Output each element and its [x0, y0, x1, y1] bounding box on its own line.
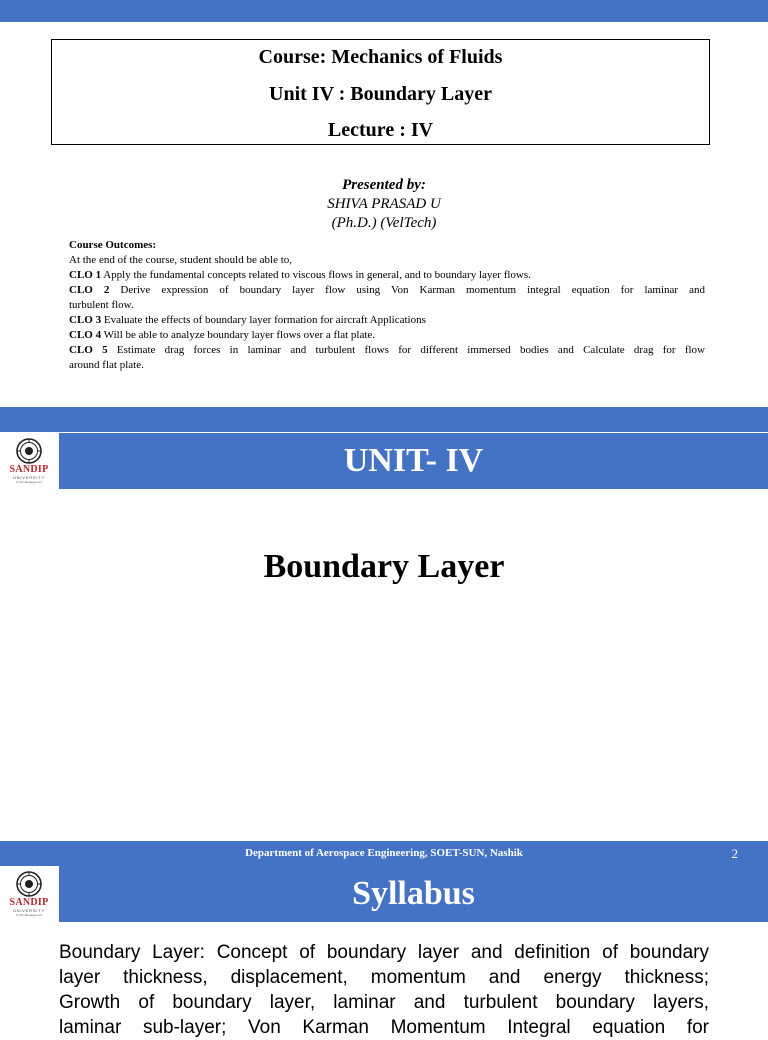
outcome-code: CLO 3	[69, 314, 102, 326]
outcome-code: CLO 5	[69, 344, 108, 356]
outcome-code: CLO 4	[69, 329, 102, 341]
unit-header: UNIT- IV	[59, 433, 768, 489]
outcomes-heading: Course Outcomes:	[69, 239, 157, 251]
emblem-icon	[16, 438, 42, 464]
logo-subtitle: UNIVERSITY	[12, 475, 45, 480]
slide-footer	[0, 841, 768, 866]
unit-title: Unit IV : Boundary Layer	[269, 83, 492, 105]
slide-title: Boundary Layer	[263, 548, 505, 585]
slide1-top-bar	[0, 0, 768, 22]
outcome-item	[69, 268, 705, 283]
emblem-icon	[16, 871, 42, 897]
slide2-top-bar	[0, 407, 768, 432]
outcome-text: Estimate drag forces in laminar and turbulent flows for different immersed bodies and Calculate drag for flow	[107, 344, 706, 356]
syllabus-header: Syllabus	[59, 866, 768, 922]
footer-department: Department of Aerospace Engineering, SOET-SUN, Nashik	[245, 847, 523, 859]
outcome-item	[69, 343, 705, 358]
logo-subtitle: UNIVERSITY	[12, 908, 45, 913]
logo-tagline: & SIC Management	[15, 913, 43, 917]
outcome-text: Apply the fundamental concepts related to viscous flows in general, and to boundary layer flows.	[101, 269, 531, 281]
outcome-continuation: around flat plate.	[69, 359, 144, 371]
outcome-continuation: turbulent flow.	[69, 299, 134, 311]
syllabus-line: Boundary Layer: Concept of boundary layer and definition of boundary	[59, 942, 709, 963]
logo-tagline: & SIC Management	[15, 480, 43, 484]
presenter-credentials: (Ph.D.) (VelTech)	[331, 215, 437, 231]
outcome-code: CLO 1	[69, 269, 102, 281]
outcome-item	[69, 328, 705, 343]
outcome-text: Will be able to analyze boundary layer flows over a flat plate.	[101, 329, 376, 341]
university-logo	[0, 433, 58, 489]
outcome-item	[69, 313, 705, 328]
presenter-name: SHIVA PRASAD U	[327, 196, 441, 212]
syllabus-line: Growth of boundary layer, laminar and turbulent boundary layers,	[59, 992, 709, 1013]
syllabus-line: laminar sub-layer; Von Karman Momentum Integral equation for	[59, 1017, 709, 1038]
logo-name: SANDIP	[9, 897, 49, 908]
outcome-code: CLO 2	[69, 284, 110, 296]
outcome-text: Evaluate the effects of boundary layer formation for aircraft Applications	[101, 314, 426, 326]
syllabus-line: layer thickness, displacement, momentum and energy thickness;	[59, 967, 709, 988]
course-outcomes	[69, 238, 705, 373]
outcomes-intro: At the end of the course, student should be able to,	[69, 254, 293, 266]
page-number: 2	[731, 846, 738, 861]
logo-name: SANDIP	[9, 464, 49, 475]
course-info-box	[51, 39, 710, 145]
university-logo	[0, 866, 58, 922]
course-title: Course: Mechanics of Fluids	[258, 46, 503, 68]
lecture-number: Lecture : IV	[327, 119, 434, 141]
syllabus-body	[59, 940, 709, 1040]
presented-by-label: Presented by:	[342, 177, 426, 193]
outcome-text: Derive expression of boundary layer flow using Von Karman momentum integral equation for laminar and	[109, 284, 705, 296]
outcome-item	[69, 283, 705, 298]
